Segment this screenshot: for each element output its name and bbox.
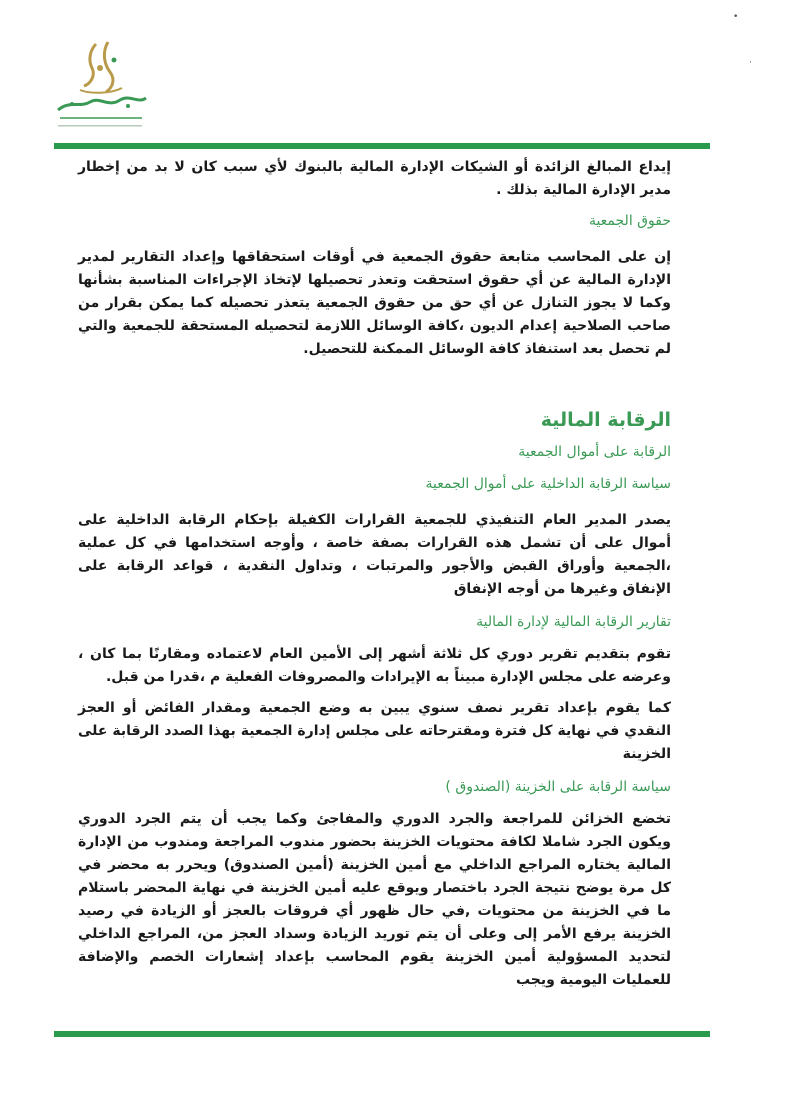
footer-rule <box>54 1031 710 1037</box>
heading-financial-control: الرقابة المالية <box>540 409 671 431</box>
scan-mark-icon: · <box>749 58 752 68</box>
organization-logo <box>50 38 150 133</box>
paragraph-quarterly-report: تقوم بتقديم تقرير دوري كل ثلاثة أشهر إلى الأمين العام لاعتماده ومقارنًا بما كان ، وعرضه على مجلس الإدارة مبيناً به الإيرادات والمصروفات الفعلية م ،قدرا من قبل. <box>78 646 671 685</box>
paragraph-treasury: تخضع الخزائن للمراجعة والجرد الدوري والمفاجئ وكما يجب أن يتم الجرد الدوري ويكون الجرد شاملا لكافة محتويات الخزينة بحضور مندوب المراجعة ومندوب من الإدارة المالية يختاره المراجع الداخلي مع أمين الخزينة (أمين الصندوق) ويحرر به محضر في كل مرة يوضح نتيجة الجرد باختصار ويوقع عليه أمين الخزينة في نهاية المحضر باستلام ما في الخزينة من محتويات ,في حال ظهور أي فروقات بالعجز أو الزيادة في رصيد الخزينة يرفع الأمر إلى وعلى أن يتم توريد الزيادة وسداد العجز من، المراجع الداخلي لتحديد المسؤولية أمين الخزينة يقوم المحاسب بإعداد إشعارات الخصم والإضافة للعمليات اليومية ويجب <box>78 811 671 988</box>
heading-internal-control-policy: سياسة الرقابة الداخلية على أموال الجمعية <box>425 476 671 492</box>
heading-association-rights: حقوق الجمعية <box>588 213 671 229</box>
paragraph-cheques: إيداع المبالغ الزائدة أو الشيكات الإدارة المالية بالبنوك لأي سبب كان لا بد من إخطار مدير الإدارة المالية بذلك . <box>78 159 671 198</box>
header-rule <box>54 143 710 149</box>
paragraph-internal-control: يصدر المدير العام التنفيذي للجمعية القرارات الكفيلة بإحكام الرقابة الداخلية على أموال على أن تشمل هذه القرارات بصفة خاصة ، وأوجه استخدامها في كل عملية ،الجمعية وأوراق القبض والأجور والمرتبات ، وتداول النقدية ، قواعد الرقابة على الإنفاق وغيرها من أوجه الإنفاق <box>78 512 671 597</box>
heading-financial-reports: تقارير الرقابة المالية لإدارة المالية <box>476 614 671 630</box>
heading-treasury-policy: سياسة الرقابة على الخزينة (الصندوق ) <box>445 779 671 795</box>
calligraphy-logo-icon <box>50 38 150 123</box>
heading-funds-control: الرقابة على أموال الجمعية <box>518 444 671 460</box>
logo-tagline-icon <box>50 122 150 130</box>
paragraph-rights: إن على المحاسب متابعة حقوق الجمعية في أوقات استحقاقها وإعداد التقارير لمدير الإدارة المالية عن أي حقوق استحقت وتعذر تحصيلها لإتخاذ الإجراءات المناسبة بشأنها وكما لا يجوز التنازل عن أي حق من حقوق الجمعية يتعذر تحصيله كما يمكن بقرار من صاحب الصلاحية إعدام الديون ،كافة الوسائل اللازمة لتحصيله المستحقة للجمعية والتي لم تحصل بعد استنفاذ كافة الوسائل الممكنة للتحصيل. <box>78 249 671 357</box>
paragraph-semiannual-report: كما يقوم بإعداد تقرير نصف سنوي يبين به وضع الجمعية ومقدار الفائض أو العجز النقدي في نهاية كل فترة ومقترحاته على مجلس إدارة الجمعية بهذا الصدد الرقابة على الخزينة <box>78 700 671 762</box>
scan-mark-icon: • <box>733 12 739 22</box>
document-body <box>78 156 671 992</box>
